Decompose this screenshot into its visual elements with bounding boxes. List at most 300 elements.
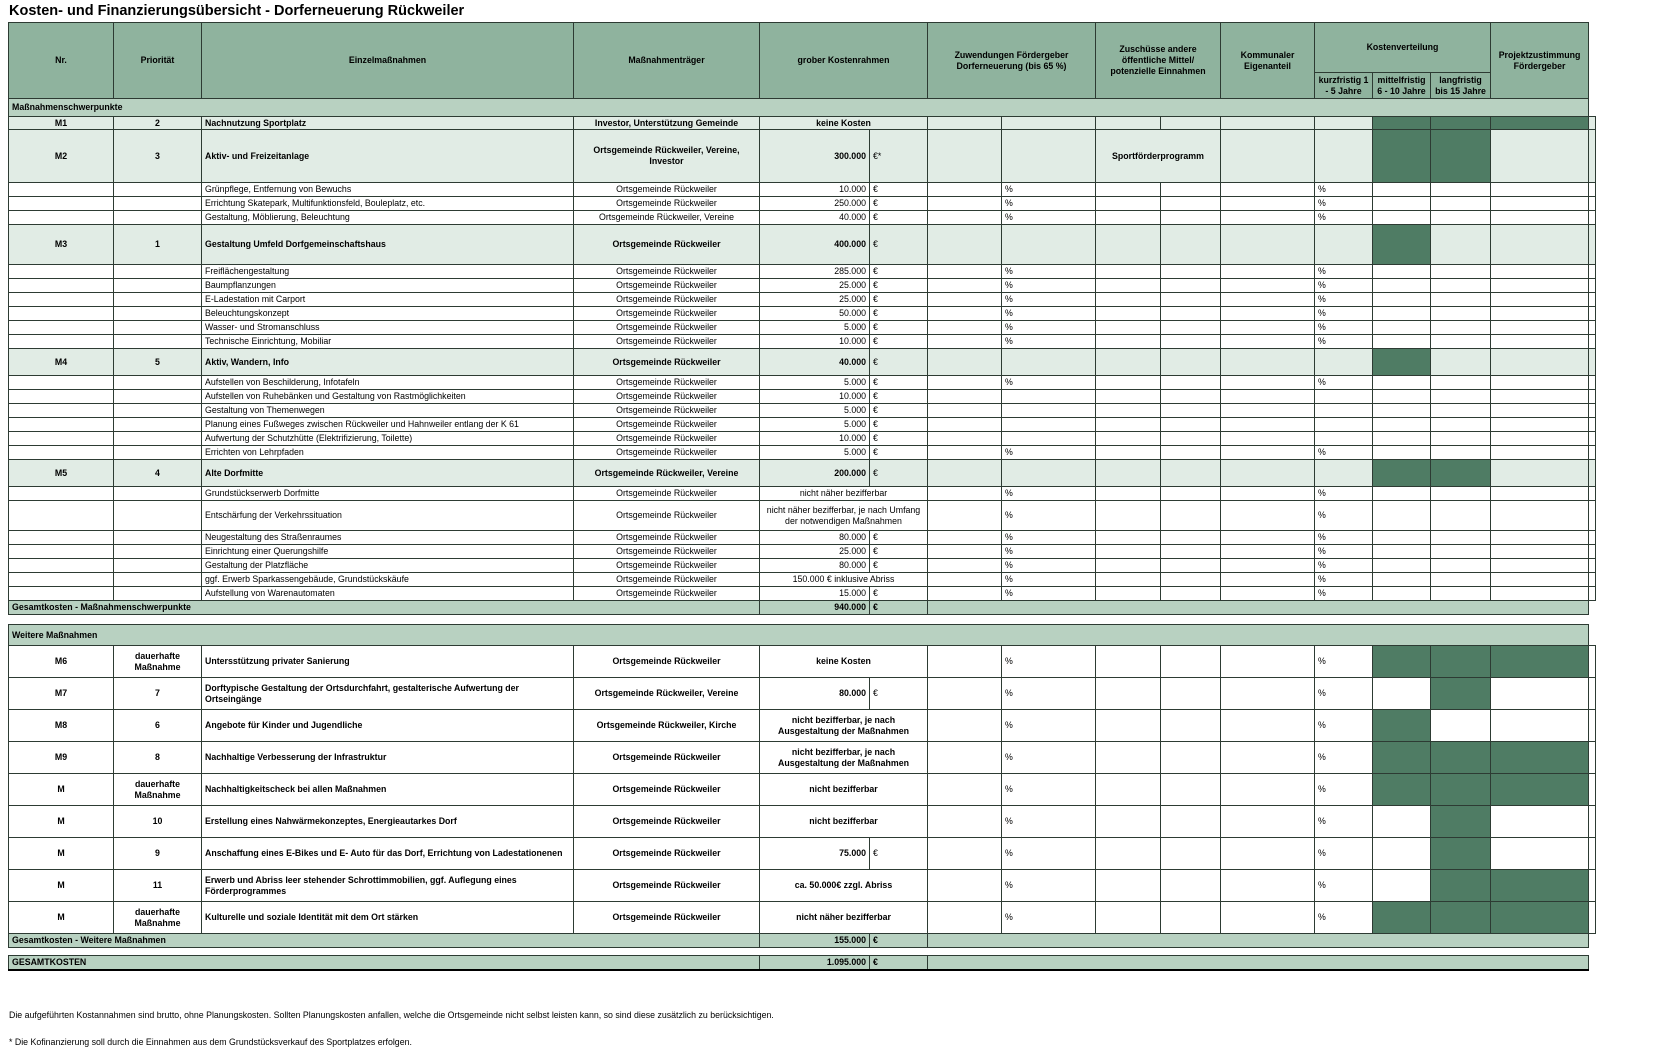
cell-eigen-percent — [1315, 117, 1373, 130]
cell-zuschuss-b — [1161, 307, 1221, 321]
cell-zuschuss — [1096, 742, 1161, 774]
cell-zuwendung — [928, 646, 1002, 678]
cell-eigen-percent: % — [1315, 307, 1373, 321]
cell-kurzfristig — [1373, 460, 1431, 487]
cell-prioritaet — [114, 545, 202, 559]
cell-prioritaet: 8 — [114, 742, 202, 774]
cell-mittelfristig — [1431, 902, 1491, 934]
cell-massnahme: Alte Dorfmitte — [202, 460, 574, 487]
cell-mittelfristig — [1431, 487, 1491, 501]
cell-projektzustimmung — [1589, 587, 1596, 601]
cell-langfristig — [1491, 460, 1589, 487]
cell-zuschuss — [1096, 531, 1161, 545]
cell-zuschuss-b — [1161, 376, 1221, 390]
cell-eigen-percent: % — [1315, 774, 1373, 806]
cell-massnahme: Neugestaltung des Straßenraumes — [202, 531, 574, 545]
cell-kosten: 250.000 — [760, 197, 870, 211]
table-row — [9, 838, 1596, 870]
cell-zuwendung — [928, 460, 1002, 487]
cell-zuschuss-b — [1161, 197, 1221, 211]
cell-zuwendung-percent: % — [1002, 870, 1096, 902]
cell-currency: € — [870, 418, 928, 432]
cell-langfristig — [1491, 587, 1589, 601]
cell-eigen-percent: % — [1315, 838, 1373, 870]
cell-prioritaet: dauerhafte Maßnahme — [114, 902, 202, 934]
table-row — [9, 446, 1596, 460]
cell-kosten: 150.000 € inklusive Abriss — [760, 573, 928, 587]
cell-prioritaet — [114, 293, 202, 307]
cell-projektzustimmung — [1589, 418, 1596, 432]
cell-prioritaet: 1 — [114, 225, 202, 265]
cell-eigen-percent: % — [1315, 902, 1373, 934]
cell-zuschuss — [1096, 678, 1161, 710]
cell-kosten: keine Kosten — [760, 117, 928, 130]
cell-prioritaet — [114, 531, 202, 545]
cell-zuwendung — [928, 279, 1002, 293]
cell-prioritaet — [114, 587, 202, 601]
cell-projektzustimmung — [1589, 279, 1596, 293]
cell-eigen — [1221, 130, 1315, 183]
cell-kosten: 285.000 — [760, 265, 870, 279]
cell-traeger: Ortsgemeinde Rückweiler — [574, 404, 760, 418]
cell-mittelfristig — [1431, 559, 1491, 573]
spacer-row — [9, 948, 1596, 956]
cell-mittelfristig — [1431, 376, 1491, 390]
header-prioritaet: Priorität — [114, 23, 202, 99]
cell-zuschuss — [1096, 211, 1161, 225]
cell-langfristig — [1491, 774, 1589, 806]
cell-massnahme: Technische Einrichtung, Mobiliar — [202, 335, 574, 349]
cell-zuwendung-percent: % — [1002, 279, 1096, 293]
cell-zuschuss-b — [1161, 390, 1221, 404]
cell-mittelfristig — [1431, 531, 1491, 545]
cell-kurzfristig — [1373, 376, 1431, 390]
cell-projektzustimmung — [1589, 197, 1596, 211]
cell-langfristig — [1491, 742, 1589, 774]
cell-zuschuss-b — [1161, 432, 1221, 446]
cell-zuwendung-percent: % — [1002, 211, 1096, 225]
cell-zuschuss-b — [1161, 742, 1221, 774]
cell-mittelfristig — [1431, 678, 1491, 710]
cell-zuschuss — [1096, 710, 1161, 742]
cell-zuwendung — [928, 806, 1002, 838]
cell-zuschuss — [1096, 335, 1161, 349]
cell-zuwendung-percent — [1002, 130, 1096, 183]
cell-zuwendung-percent: % — [1002, 307, 1096, 321]
spacer-row — [9, 615, 1596, 625]
cell-nr: M — [9, 806, 114, 838]
cell-zuschuss — [1096, 446, 1161, 460]
cell-zuschuss — [1096, 293, 1161, 307]
header-nr: Nr. — [9, 23, 114, 99]
cell-langfristig — [1491, 487, 1589, 501]
cell-kosten: 5.000 — [760, 321, 870, 335]
cell-kurzfristig — [1373, 265, 1431, 279]
cell-mittelfristig — [1431, 418, 1491, 432]
cell-kurzfristig — [1373, 710, 1431, 742]
cell-kosten: nicht bezifferbar, je nach Ausgestaltung der Maßnahmen — [760, 710, 928, 742]
cell-zuwendung — [928, 501, 1002, 531]
cell-traeger: Ortsgemeinde Rückweiler, Vereine — [574, 211, 760, 225]
cell-mittelfristig — [1431, 501, 1491, 531]
cell-nr — [9, 335, 114, 349]
cell-kurzfristig — [1373, 559, 1431, 573]
cell-currency: €* — [870, 130, 928, 183]
cell-massnahme: Gestaltung, Möblierung, Beleuchtung — [202, 211, 574, 225]
cell-zuwendung-percent — [1002, 349, 1096, 376]
cell-zuschuss-b — [1161, 545, 1221, 559]
cell-mittelfristig — [1431, 446, 1491, 460]
cell-massnahme: Kulturelle und soziale Identität mit dem Ort stärken — [202, 902, 574, 934]
cell-massnahme: Gestaltung von Themenwegen — [202, 404, 574, 418]
cell-zuschuss-b — [1161, 838, 1221, 870]
cell-langfristig — [1491, 183, 1589, 197]
cell-traeger: Ortsgemeinde Rückweiler — [574, 587, 760, 601]
cell-kosten: 80.000 — [760, 678, 870, 710]
cell-nr — [9, 321, 114, 335]
cell-traeger: Ortsgemeinde Rückweiler — [574, 646, 760, 678]
table-row — [9, 376, 1596, 390]
cell-nr — [9, 197, 114, 211]
cell-eigen — [1221, 806, 1315, 838]
cell-kurzfristig — [1373, 587, 1431, 601]
total-currency: € — [870, 956, 928, 970]
cell-nr — [9, 559, 114, 573]
cell-kurzfristig — [1373, 183, 1431, 197]
cell-zuschuss — [1096, 646, 1161, 678]
cell-projektzustimmung — [1589, 545, 1596, 559]
cell-langfristig — [1491, 838, 1589, 870]
cell-kosten: nicht näher bezifferbar, je nach Umfang der notwendigen Maßnahmen — [760, 501, 928, 531]
cell-nr — [9, 265, 114, 279]
cell-nr: M — [9, 774, 114, 806]
cell-prioritaet — [114, 307, 202, 321]
cell-langfristig — [1491, 531, 1589, 545]
total-currency: € — [870, 934, 928, 948]
cell-langfristig — [1491, 902, 1589, 934]
cell-zuwendung-percent: % — [1002, 774, 1096, 806]
cell-nr — [9, 587, 114, 601]
cell-mittelfristig — [1431, 774, 1491, 806]
cell-currency: € — [870, 545, 928, 559]
cell-zuwendung — [928, 432, 1002, 446]
header-eigenanteil: Kommunaler Eigenanteil — [1221, 23, 1315, 99]
cell-massnahme: Einrichtung einer Querungshilfe — [202, 545, 574, 559]
cell-currency: € — [870, 293, 928, 307]
cell-zuschuss-b — [1161, 573, 1221, 587]
cell-eigen-percent: % — [1315, 321, 1373, 335]
cell-projektzustimmung — [1589, 321, 1596, 335]
cell-zuschuss-b — [1161, 646, 1221, 678]
cell-projektzustimmung — [1589, 404, 1596, 418]
cell-kosten: 5.000 — [760, 418, 870, 432]
cell-traeger: Ortsgemeinde Rückweiler — [574, 183, 760, 197]
cell-kosten: 25.000 — [760, 293, 870, 307]
cell-eigen — [1221, 902, 1315, 934]
table-row — [9, 487, 1596, 501]
cell-projektzustimmung — [1589, 130, 1596, 183]
cell-kurzfristig — [1373, 902, 1431, 934]
cell-eigen — [1221, 418, 1315, 432]
cell-langfristig — [1491, 335, 1589, 349]
cell-zuschuss-b — [1161, 446, 1221, 460]
cell-kurzfristig — [1373, 335, 1431, 349]
cell-zuschuss — [1096, 349, 1161, 376]
cell-prioritaet: 2 — [114, 117, 202, 130]
cell-projektzustimmung — [1589, 710, 1596, 742]
cell-projektzustimmung — [1589, 774, 1596, 806]
cell-projektzustimmung — [1589, 559, 1596, 573]
cell-kosten: 80.000 — [760, 559, 870, 573]
cell-eigen — [1221, 460, 1315, 487]
cell-eigen — [1221, 646, 1315, 678]
table-row — [9, 870, 1596, 902]
cell-eigen-percent — [1315, 390, 1373, 404]
table-row — [9, 418, 1596, 432]
cell-massnahme: Grundstückserwerb Dorfmitte — [202, 487, 574, 501]
cell-traeger: Ortsgemeinde Rückweiler — [574, 307, 760, 321]
cell-langfristig — [1491, 573, 1589, 587]
table-row — [9, 321, 1596, 335]
cell-zuschuss-b — [1161, 183, 1221, 197]
cell-currency: € — [870, 390, 928, 404]
cell-nr — [9, 293, 114, 307]
cell-langfristig — [1491, 432, 1589, 446]
cell-currency: € — [870, 446, 928, 460]
cell-zuschuss — [1096, 376, 1161, 390]
cell-prioritaet: 11 — [114, 870, 202, 902]
total-filler — [928, 601, 1589, 615]
cell-massnahme: Aufstellen von Beschilderung, Infotafeln — [202, 376, 574, 390]
cell-mittelfristig — [1431, 742, 1491, 774]
cell-eigen — [1221, 183, 1315, 197]
cell-currency: € — [870, 265, 928, 279]
cell-currency: € — [870, 197, 928, 211]
section-title: Maßnahmenschwerpunkte — [9, 99, 1589, 117]
total-filler — [928, 934, 1589, 948]
cell-currency: € — [870, 559, 928, 573]
cell-zuwendung — [928, 446, 1002, 460]
cell-zuschuss-b — [1161, 806, 1221, 838]
cell-mittelfristig — [1431, 587, 1491, 601]
cell-massnahme: Grünpflege, Entfernung von Bewuchs — [202, 183, 574, 197]
cell-langfristig — [1491, 279, 1589, 293]
cell-mittelfristig — [1431, 460, 1491, 487]
cell-massnahme: Aufwertung der Schutzhütte (Elektrifizierung, Toilette) — [202, 432, 574, 446]
cell-kurzfristig — [1373, 742, 1431, 774]
cell-zuschuss — [1096, 279, 1161, 293]
cell-zuschuss — [1096, 587, 1161, 601]
cell-nr — [9, 404, 114, 418]
cell-zuwendung — [928, 404, 1002, 418]
cell-kurzfristig — [1373, 418, 1431, 432]
cell-kosten: 25.000 — [760, 545, 870, 559]
page-title: Kosten- und Finanzierungsübersicht - Dorferneuerung Rückweiler — [9, 3, 465, 19]
table-row-main — [9, 349, 1596, 376]
cell-traeger: Ortsgemeinde Rückweiler — [574, 531, 760, 545]
cell-eigen — [1221, 531, 1315, 545]
cell-kosten: keine Kosten — [760, 646, 928, 678]
cell-kurzfristig — [1373, 870, 1431, 902]
cell-kurzfristig — [1373, 573, 1431, 587]
cell-nr: M — [9, 870, 114, 902]
cell-eigen-percent — [1315, 432, 1373, 446]
table-row — [9, 646, 1596, 678]
cell-zuschuss — [1096, 432, 1161, 446]
cell-projektzustimmung — [1589, 225, 1596, 265]
cell-massnahme: Planung eines Fußweges zwischen Rückweiler und Hahnweiler entlang der K 61 — [202, 418, 574, 432]
cell-zuwendung-percent: % — [1002, 376, 1096, 390]
cell-mittelfristig — [1431, 404, 1491, 418]
header-kostenrahmen: grober Kostenrahmen — [760, 23, 928, 99]
total-label: GESAMTKOSTEN — [9, 956, 760, 970]
cell-zuwendung-percent: % — [1002, 806, 1096, 838]
cell-zuschuss — [1096, 559, 1161, 573]
cell-eigen — [1221, 265, 1315, 279]
table-row — [9, 279, 1596, 293]
cell-zuwendung — [928, 211, 1002, 225]
cell-nr — [9, 390, 114, 404]
cell-kurzfristig — [1373, 404, 1431, 418]
cell-eigen-percent: % — [1315, 646, 1373, 678]
cell-zuwendung — [928, 531, 1002, 545]
cell-traeger: Ortsgemeinde Rückweiler — [574, 225, 760, 265]
table-row — [9, 501, 1596, 531]
cell-eigen-percent: % — [1315, 501, 1373, 531]
cell-zuwendung — [928, 545, 1002, 559]
cell-eigen-percent — [1315, 404, 1373, 418]
cell-zuwendung-percent: % — [1002, 646, 1096, 678]
cell-traeger: Ortsgemeinde Rückweiler, Vereine — [574, 460, 760, 487]
cell-prioritaet — [114, 183, 202, 197]
cell-langfristig — [1491, 806, 1589, 838]
cell-traeger: Ortsgemeinde Rückweiler — [574, 432, 760, 446]
cell-zuschuss-b — [1161, 559, 1221, 573]
cell-zuwendung-percent: % — [1002, 293, 1096, 307]
cell-mittelfristig — [1431, 225, 1491, 265]
cell-currency: € — [870, 460, 928, 487]
cell-zuwendung-percent — [1002, 225, 1096, 265]
cell-eigen-percent — [1315, 418, 1373, 432]
cell-prioritaet: 9 — [114, 838, 202, 870]
cell-projektzustimmung — [1589, 646, 1596, 678]
cell-prioritaet — [114, 573, 202, 587]
cell-kurzfristig — [1373, 678, 1431, 710]
cell-kosten: ca. 50.000€ zzgl. Abriss — [760, 870, 928, 902]
table-row — [9, 742, 1596, 774]
cell-currency: € — [870, 838, 928, 870]
total-label: Gesamtkosten - Maßnahmenschwerpunkte — [9, 601, 760, 615]
cell-kurzfristig — [1373, 501, 1431, 531]
cell-kosten: 400.000 — [760, 225, 870, 265]
cell-eigen — [1221, 432, 1315, 446]
cell-zuwendung — [928, 487, 1002, 501]
cell-zuwendung-percent: % — [1002, 321, 1096, 335]
cell-nr — [9, 418, 114, 432]
section-row-schwerpunkte — [9, 99, 1596, 117]
cell-prioritaet: 5 — [114, 349, 202, 376]
cell-eigen-percent: % — [1315, 487, 1373, 501]
header-mittelfristig: mittelfristig 6 - 10 Jahre — [1373, 73, 1431, 99]
cell-massnahme: Gestaltung Umfeld Dorfgemeinschaftshaus — [202, 225, 574, 265]
cell-zuwendung-percent: % — [1002, 197, 1096, 211]
cell-eigen — [1221, 349, 1315, 376]
cell-eigen — [1221, 742, 1315, 774]
cell-zuschuss — [1096, 902, 1161, 934]
cell-kurzfristig — [1373, 774, 1431, 806]
cell-zuschuss — [1096, 838, 1161, 870]
cell-zuschuss — [1096, 460, 1161, 487]
cell-eigen — [1221, 117, 1315, 130]
table-row — [9, 293, 1596, 307]
cell-massnahme: Aufstellung von Warenautomaten — [202, 587, 574, 601]
cell-massnahme: ggf. Erwerb Sparkassengebäude, Grundstückskäufe — [202, 573, 574, 587]
cell-eigen-percent: % — [1315, 265, 1373, 279]
cell-traeger: Ortsgemeinde Rückweiler — [574, 265, 760, 279]
total-value: 155.000 — [760, 934, 870, 948]
cell-zuwendung — [928, 376, 1002, 390]
cell-langfristig — [1491, 197, 1589, 211]
cell-langfristig — [1491, 376, 1589, 390]
cell-zuwendung-percent — [1002, 404, 1096, 418]
cell-zuschuss-b — [1161, 460, 1221, 487]
cell-zuschuss — [1096, 418, 1161, 432]
cell-traeger: Ortsgemeinde Rückweiler — [574, 335, 760, 349]
cell-kosten: 75.000 — [760, 838, 870, 870]
cell-massnahme: Entschärfung der Verkehrssituation — [202, 501, 574, 531]
cell-currency: € — [870, 225, 928, 265]
cell-zuschuss-b — [1161, 293, 1221, 307]
cell-zuwendung-percent: % — [1002, 573, 1096, 587]
cell-nr — [9, 573, 114, 587]
cell-zuschuss-b — [1161, 418, 1221, 432]
cell-langfristig — [1491, 117, 1589, 130]
table-row-main — [9, 460, 1596, 487]
header-projektzustimmung: Projektzustimmung Fördergeber — [1491, 23, 1589, 99]
cell-kosten: 10.000 — [760, 390, 870, 404]
cell-zuschuss — [1096, 183, 1161, 197]
cell-zuschuss — [1096, 806, 1161, 838]
cell-zuwendung — [928, 335, 1002, 349]
cell-zuwendung — [928, 418, 1002, 432]
cell-projektzustimmung — [1589, 460, 1596, 487]
cell-nr: M6 — [9, 646, 114, 678]
cell-traeger: Ortsgemeinde Rückweiler — [574, 279, 760, 293]
cell-zuwendung — [928, 390, 1002, 404]
cell-zuschuss — [1096, 404, 1161, 418]
cell-mittelfristig — [1431, 390, 1491, 404]
cell-zuwendung — [928, 559, 1002, 573]
cell-prioritaet: 7 — [114, 678, 202, 710]
cell-traeger: Ortsgemeinde Rückweiler — [574, 446, 760, 460]
cell-kosten: nicht bezifferbar — [760, 806, 928, 838]
total-row-weitere — [9, 934, 1596, 948]
cell-prioritaet — [114, 446, 202, 460]
table-body — [9, 23, 1596, 970]
cell-eigen-percent: % — [1315, 587, 1373, 601]
cell-kosten: nicht bezifferbar — [760, 774, 928, 806]
cell-zuschuss — [1096, 225, 1161, 265]
cell-zuwendung-percent: % — [1002, 710, 1096, 742]
cell-eigen — [1221, 376, 1315, 390]
cell-prioritaet — [114, 279, 202, 293]
cell-kurzfristig — [1373, 197, 1431, 211]
cell-eigen-percent: % — [1315, 545, 1373, 559]
cell-traeger: Ortsgemeinde Rückweiler — [574, 418, 760, 432]
cell-prioritaet: dauerhafte Maßnahme — [114, 774, 202, 806]
cell-zuwendung — [928, 265, 1002, 279]
cell-zuwendung-percent — [1002, 418, 1096, 432]
